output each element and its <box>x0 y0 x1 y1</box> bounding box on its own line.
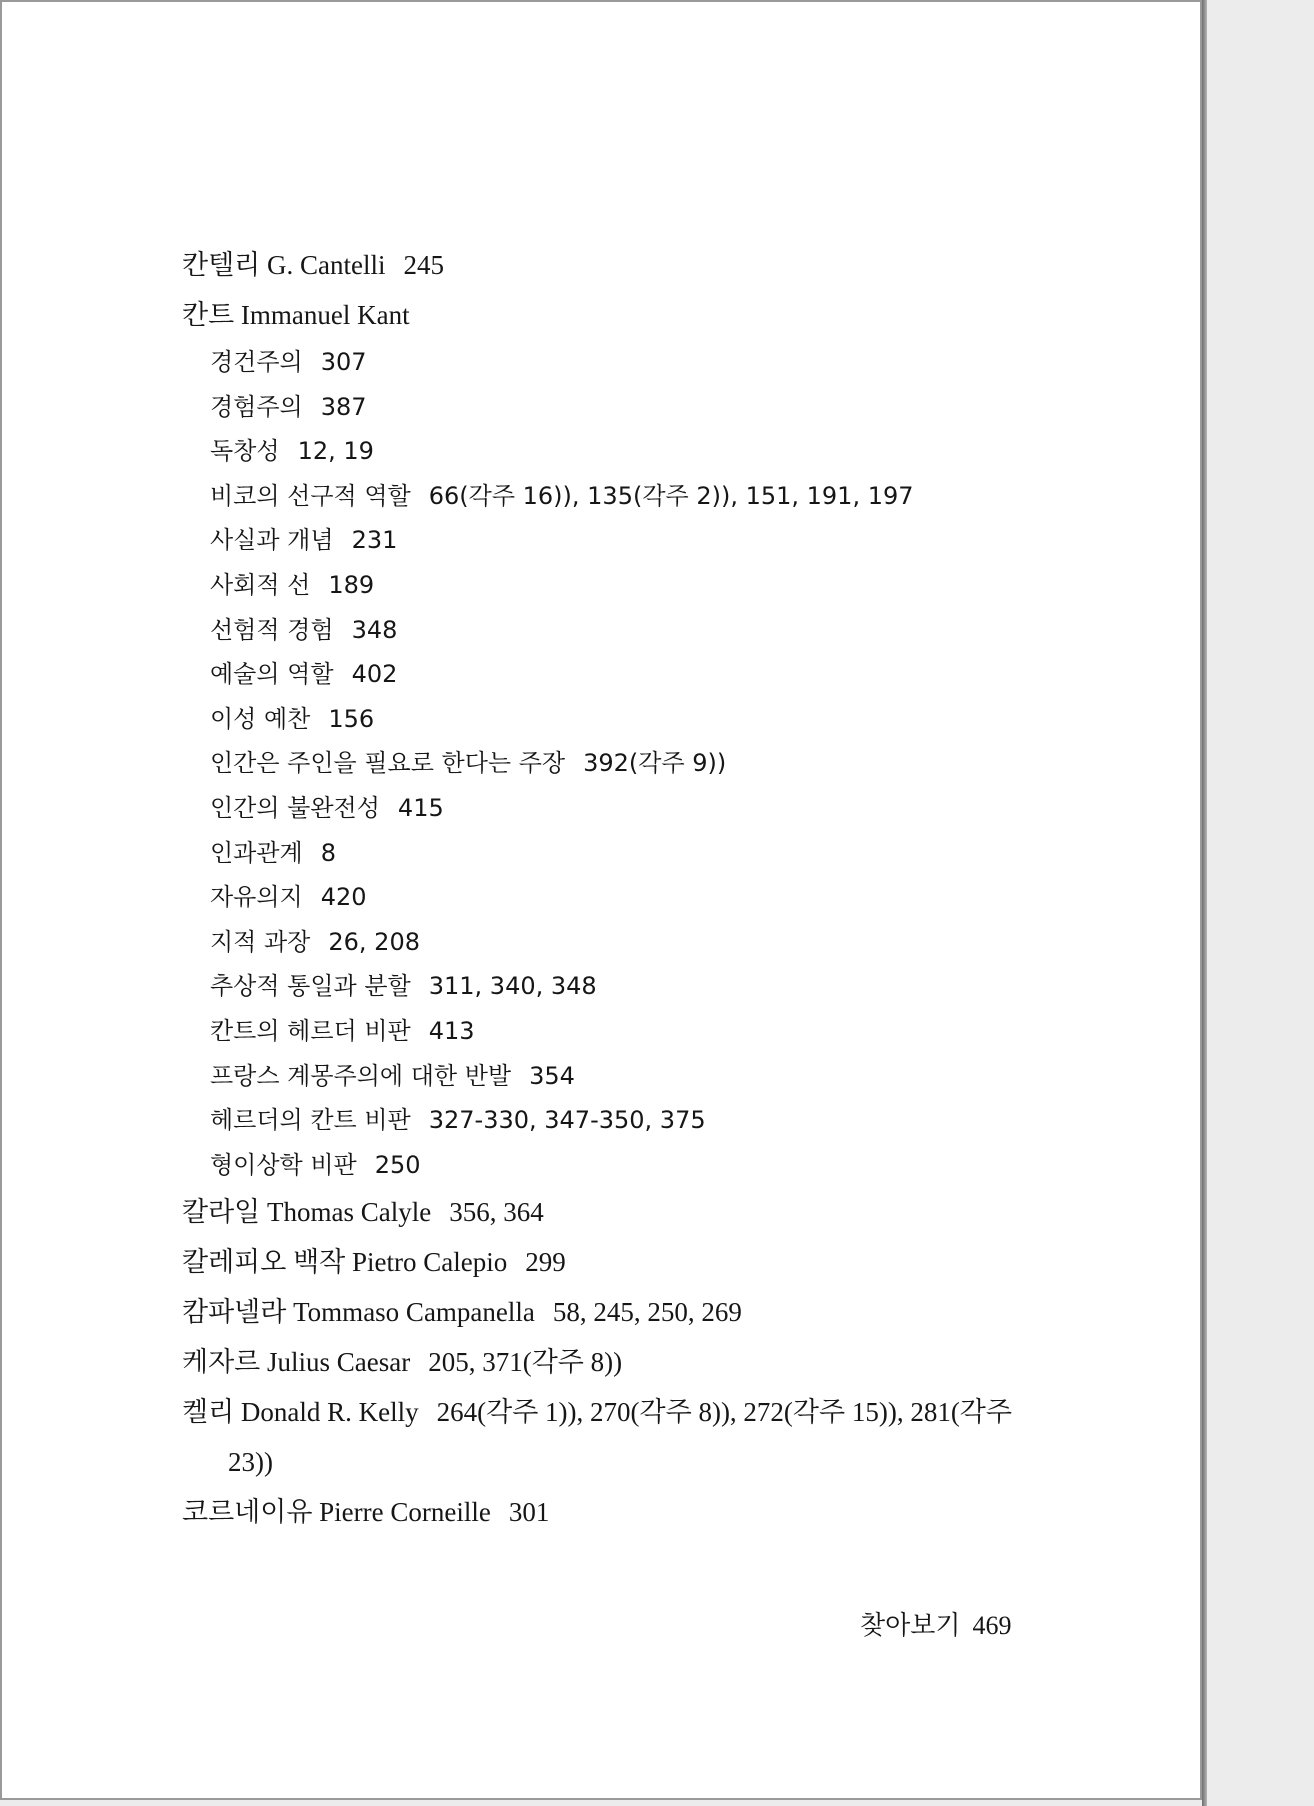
entry-pages: 356, 364 <box>449 1197 544 1228</box>
index-entry <box>182 1387 1062 1487</box>
index-subentry <box>182 1098 1062 1143</box>
index-subentry <box>182 1143 1062 1188</box>
index-subentry <box>182 1054 1062 1099</box>
index-entry <box>182 1487 1062 1537</box>
index-subentry <box>182 697 1062 742</box>
page-footer <box>860 1605 1011 1642</box>
entry-term: 프랑스 계몽주의에 대한 반발 <box>210 1061 512 1090</box>
index-subentry <box>182 964 1062 1009</box>
entry-term: 형이상학 비판 <box>210 1150 357 1179</box>
entry-term: 인간은 주인을 필요로 한다는 주장 <box>210 749 566 778</box>
entry-term: 예술의 역할 <box>210 660 334 689</box>
entry-pages: 402 <box>351 660 398 689</box>
entry-term: 칸트의 헤르더 비판 <box>210 1016 411 1045</box>
index-subentry <box>182 563 1062 608</box>
index-entry <box>182 240 1062 290</box>
entry-pages: 189 <box>328 570 375 599</box>
index-subentry <box>182 474 1062 519</box>
entry-pages: 12, 19 <box>297 437 374 466</box>
entry-term: 케자르 Julius Caesar <box>182 1347 411 1378</box>
entry-pages: 26, 208 <box>328 927 420 956</box>
index-entry <box>182 1287 1062 1337</box>
entry-pages: 387 <box>320 392 367 421</box>
index-subentry <box>182 340 1062 385</box>
entry-pages: 58, 245, 250, 269 <box>552 1297 742 1328</box>
index-subentry <box>182 652 1062 697</box>
entry-pages: 156 <box>328 704 375 733</box>
entry-term: 칸텔리 G. Cantelli <box>182 250 386 280</box>
entry-term: 칼라일 Thomas Calyle <box>182 1197 432 1228</box>
entry-pages: 311, 340, 348 <box>428 972 597 1001</box>
index-subentry <box>182 608 1062 653</box>
page-number: 469 <box>972 1611 1012 1640</box>
entry-pages: 250 <box>374 1150 421 1179</box>
entry-term: 선험적 경험 <box>210 615 334 644</box>
index-subentry <box>182 920 1062 965</box>
entry-term: 사회적 선 <box>210 570 311 599</box>
entry-term: 헤르더의 칸트 비판 <box>210 1106 411 1135</box>
entry-pages: 413 <box>428 1016 475 1045</box>
entry-term: 캄파넬라 Tommaso Campanella <box>182 1297 535 1328</box>
index-subentry <box>182 741 1062 786</box>
index-entry <box>182 1237 1062 1287</box>
entry-term: 인간의 불완전성 <box>210 793 380 822</box>
entry-pages: 299 <box>525 1247 566 1278</box>
entry-term: 인과관계 <box>210 838 303 867</box>
index-subentry <box>182 385 1062 430</box>
entry-pages: 66(각주 16)), 135(각주 2)), 151, 191, 197 <box>428 481 914 510</box>
entry-term: 경험주의 <box>210 392 303 421</box>
entry-term: 지적 과장 <box>210 927 311 956</box>
entry-pages: 301 <box>508 1497 550 1528</box>
entry-term: 코르네이유 Pierre Corneille <box>182 1497 491 1528</box>
index-subentry <box>182 831 1062 876</box>
entry-term: 칸트 Immanuel Kant <box>182 300 410 330</box>
entry-term: 자유의지 <box>210 883 303 912</box>
entry-pages: 205, 371(각주 8)) <box>428 1347 623 1378</box>
index-entry <box>182 1337 1062 1387</box>
index-subentry <box>182 518 1062 563</box>
entry-term: 이성 예찬 <box>210 704 311 733</box>
index-entry <box>182 1187 1062 1237</box>
page-edge-shadow <box>1202 0 1207 1806</box>
entry-term: 독창성 <box>210 437 280 466</box>
entry-pages: 8 <box>320 838 337 867</box>
entry-pages: 231 <box>351 526 398 555</box>
entry-pages: 415 <box>397 793 444 822</box>
entry-term: 사실과 개념 <box>210 526 334 555</box>
index-subentry <box>182 875 1062 920</box>
index-entry <box>182 290 1062 340</box>
entry-pages: 348 <box>351 615 398 644</box>
entry-term: 추상적 통일과 분할 <box>210 972 411 1001</box>
index-entries <box>182 240 1062 1537</box>
entry-term: 경건주의 <box>210 348 303 376</box>
entry-pages: 245 <box>403 250 444 280</box>
section-title: 찾아보기 <box>860 1611 961 1640</box>
entry-term: 칼레피오 백작 Pietro Calepio <box>182 1247 508 1278</box>
index-subentry <box>182 786 1062 831</box>
entry-term: 비코의 선구적 역할 <box>210 481 411 510</box>
entry-pages: 264(각주 1)), 270(각주 8)), 272(각주 15)), 281(각주 23)) <box>228 1397 1012 1478</box>
entry-pages: 354 <box>529 1061 575 1090</box>
index-subentry <box>182 429 1062 474</box>
entry-pages: 327-330, 347-350, 375 <box>428 1106 706 1135</box>
index-subentry <box>182 1009 1062 1054</box>
entry-pages: 307 <box>320 348 367 376</box>
entry-term: 켈리 Donald R. Kelly <box>182 1397 419 1428</box>
entry-pages: 392(각주 9)) <box>583 749 727 778</box>
entry-pages: 420 <box>320 883 367 912</box>
